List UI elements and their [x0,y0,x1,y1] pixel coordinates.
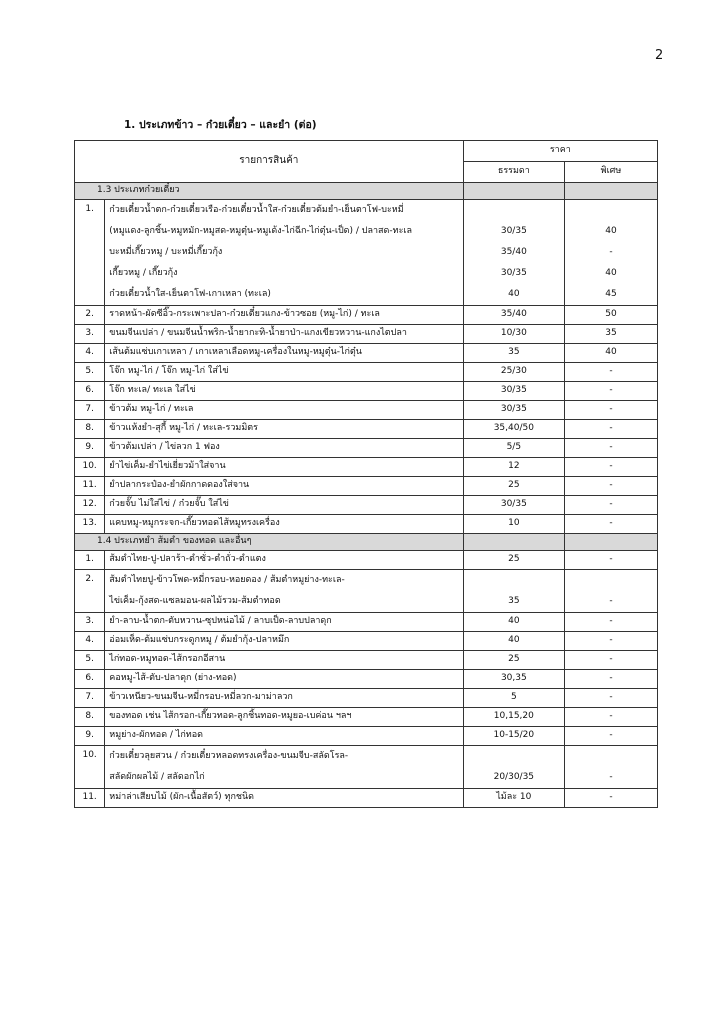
section-heading: 1. ประเภทข้าว – ก๋วยเตี๋ยว – และยำ (ต่อ) [124,119,317,131]
row-regular-price: 25 [463,477,564,496]
table-row [75,325,658,344]
row-regular-price: 25 [463,651,564,670]
special-price-line: 45 [605,289,617,299]
row-regular-price: 40 [463,613,564,632]
row-number: 4. [75,344,105,363]
row-number: 10. [75,458,105,477]
row-number: 10. [75,746,105,789]
row-regular-price: 5 [463,689,564,708]
row-special-price: - [565,401,658,420]
item-line: (หมูแดง-ลูกชิ้น-หมูหมัก-หมูสด-หมูตุ๋น-หมูเด้ง-ไก่ฉีก-ไก่ตุ๋น-เป็ด) / ปลาสด-ทะเล [109,226,412,236]
header-price: ราคา [463,141,657,162]
section-title: 1.3 ประเภทก๋วยเตี๋ยว [75,183,464,200]
row-item: ข้าวเหนียว-ขนมจีน-หมี่กรอบ-หมี่ลวก-มาม่าลวก [105,689,463,708]
row-special-price: - [565,789,658,808]
row-number: 2. [75,570,105,613]
row-number: 11. [75,789,105,808]
row-number: 8. [75,708,105,727]
row-item: เส้นต้มแซ่บเกาเหลา / เกาเหลาเลือดหมู-เครื่องในหมู-หมูตุ๋น-ไก่ตุ๋น [105,344,463,363]
row-regular-price: 10 [463,515,564,534]
row-regular-price [463,746,564,789]
table-row [75,515,658,534]
row-regular-price: 10,15,20 [463,708,564,727]
row-number: 9. [75,439,105,458]
table-row [75,689,658,708]
row-number: 1. [75,200,105,306]
table-row [75,746,658,789]
row-item [105,570,463,613]
table-row [75,344,658,363]
row-regular-price [463,200,564,306]
row-special-price [565,200,658,306]
row-item [105,200,463,306]
row-item: ราดหน้า-ผัดซีอิ๊ว-กระเพาะปลา-ก๋วยเตี๋ยวแกง-ข้าวซอย (หมู-ไก่) / ทะเล [105,306,463,325]
table-row [75,382,658,401]
table-row [75,477,658,496]
special-price-line [569,746,653,767]
row-special-price: 50 [565,306,658,325]
row-regular-price [463,570,564,613]
row-regular-price: 30/35 [463,401,564,420]
row-regular-price: 35 [463,344,564,363]
row-item: ยำปลากระป๋อง-ยำผักกาดดองใส่จาน [105,477,463,496]
row-special-price: - [565,458,658,477]
table-row [75,613,658,632]
special-price-line [569,570,653,591]
row-special-price: - [565,515,658,534]
special-price-line: 40 [605,268,617,278]
row-special-price: - [565,496,658,515]
item-line: ก๋วยเตี๋ยวน้ำตก-ก๋วยเตี๋ยวเรือ-ก๋วยเตี๋ยวน้ำใส-ก๋วยเตี๋ยวต้มยำ-เย็นตาโฟ-บะหมี่ [109,205,404,215]
table-row [75,200,658,306]
row-special-price: - [565,632,658,651]
row-special-price: - [565,420,658,439]
special-price-line: - [609,247,613,257]
row-special-price: - [565,727,658,746]
row-item: ของทอด เช่น ไส้กรอก-เกี๊ยวทอด-ลูกชิ้นทอด-หมูยอ-เบค่อน ฯลฯ [105,708,463,727]
row-special-price: 35 [565,325,658,344]
row-item: ส้มตำไทย-ปู-ปลาร้า-ตำซั่ว-ตำถั่ว-ตำแตง [105,551,463,570]
row-special-price: - [565,651,658,670]
row-item: ยำ-ลาบ-น้ำตก-ตับหวาน-ซุปหน่อไม้ / ลาบเป็ด-ลาบปลาดุก [105,613,463,632]
section-regular-cell [463,183,564,200]
row-item: โจ๊ก ทะเล/ ทะเล ใส่ไข่ [105,382,463,401]
table-row [75,551,658,570]
regular-price-line [468,570,560,591]
row-number: 12. [75,496,105,515]
row-number: 7. [75,689,105,708]
row-special-price: - [565,477,658,496]
header-regular: ธรรมดา [463,162,564,183]
row-item: โจ๊ก หมู-ไก่ / โจ๊ก หมู-ไก่ ใส่ไข่ [105,363,463,382]
row-regular-price: 25/30 [463,363,564,382]
section-regular-cell [463,534,564,551]
row-regular-price: 10-15/20 [463,727,564,746]
row-special-price: - [565,689,658,708]
special-price-line: - [609,596,613,606]
regular-price-line: 30/35 [500,268,527,278]
table-row [75,496,658,515]
row-item: ยำไข่เค็ม-ยำไข่เยี่ยวม้าใส่จาน [105,458,463,477]
regular-price-line: 40 [508,289,520,299]
row-number: 2. [75,306,105,325]
row-item: ข้าวแห้งยำ-สุกี้ หมู-ไก่ / ทะเล-รวมมิตร [105,420,463,439]
row-special-price: - [565,363,658,382]
section-special-cell [565,183,658,200]
row-number: 3. [75,613,105,632]
table-row [75,420,658,439]
row-special-price: - [565,439,658,458]
row-regular-price: 35,40/50 [463,420,564,439]
row-item: ไก่ทอด-หมูทอด-ไส้กรอกอีสาน [105,651,463,670]
regular-price-line: 35 [508,596,520,606]
row-regular-price: 35/40 [463,306,564,325]
table-row [75,458,658,477]
row-item [105,746,463,789]
row-number: 6. [75,382,105,401]
row-number: 4. [75,632,105,651]
row-special-price [565,570,658,613]
row-special-price: - [565,382,658,401]
item-line: เกี๊ยวหมู / เกี๊ยวกุ้ง [109,268,178,278]
row-number: 1. [75,551,105,570]
row-regular-price: 25 [463,551,564,570]
section-special-cell [565,534,658,551]
item-line: บะหมี่เกี๊ยวหมู / บะหมี่เกี๊ยวกุ้ง [109,247,223,257]
regular-price-line: 30/35 [500,226,527,236]
table-row [75,727,658,746]
item-line: ก๋วยเตี๋ยวน้ำใส-เย็นตาโฟ-เกาเหลา (ทะเล) [109,289,271,299]
row-item: หม่าล่าเสียบไม้ (ผัก-เนื้อสัตว์) ทุกชนิด [105,789,463,808]
table-row [75,708,658,727]
row-number: 5. [75,363,105,382]
row-regular-price: 30/35 [463,496,564,515]
table-row [75,632,658,651]
row-regular-price: 12 [463,458,564,477]
item-line: ไข่เค็ม-กุ้งสด-แซลมอน-ผลไม้รวม-ส้มตำทอด [109,596,281,606]
row-special-price: - [565,551,658,570]
row-number: 9. [75,727,105,746]
regular-price-line [468,746,560,767]
table-row [75,670,658,689]
table-row [75,789,658,808]
row-regular-price: 30/35 [463,382,564,401]
row-regular-price: 5/5 [463,439,564,458]
page-number: 2 [655,48,664,63]
table-row [75,439,658,458]
row-item: อ่อมเห็ด-ต้มแซ่บกระดูกหมู / ต้มยำกุ้ง-ปลาหมึก [105,632,463,651]
row-item: แคบหมู-หมูกระจก-เกี๊ยวทอดไส้หมูทรงเครื่อง [105,515,463,534]
section-row [75,183,658,200]
row-number: 8. [75,420,105,439]
row-regular-price: ไม้ละ 10 [463,789,564,808]
row-number: 7. [75,401,105,420]
regular-price-line [468,200,560,221]
table-row [75,363,658,382]
row-item: ขนมจีนเปล่า / ขนมจีนน้ำพริก-น้ำยากะทิ-น้ำยาป่า-แกงเขียวหวาน-แกงไตปลา [105,325,463,344]
row-item: คอหมู-ไส้-ตับ-ปลาดุก (ย่าง-ทอด) [105,670,463,689]
row-number: 13. [75,515,105,534]
table-row [75,401,658,420]
row-item: ข้าวต้ม หมู-ไก่ / ทะเล [105,401,463,420]
item-line: สลัดผักผลไม้ / สลัดอกไก่ [109,772,205,782]
row-number: 5. [75,651,105,670]
row-number: 3. [75,325,105,344]
row-item: ก๋วยจั๊บ ไม่ใส่ไข่ / ก๋วยจั๊บ ใส่ไข่ [105,496,463,515]
item-line: ก๋วยเตี๋ยวลุยสวน / ก๋วยเตี๋ยวหลอดทรงเครื่อง-ขนมจีบ-สลัดโรล- [109,751,349,761]
section-title: 1.4 ประเภทยำ ส้มตำ ของทอด และอื่นๆ [75,534,464,551]
row-special-price: - [565,708,658,727]
table-body [75,183,658,808]
row-special-price: 40 [565,344,658,363]
row-item: หมูย่าง-ผักทอด / ไก่ทอด [105,727,463,746]
row-regular-price: 40 [463,632,564,651]
table-row [75,651,658,670]
table-row [75,306,658,325]
special-price-line: - [609,772,613,782]
special-price-line: 40 [605,226,617,236]
header-item: รายการสินค้า [75,141,464,183]
item-line: ส้มตำไทยปู-ข้าวโพด-หมี่กรอบ-หอยดอง / ส้มตำหมูย่าง-ทะเล- [109,575,345,585]
row-special-price: - [565,613,658,632]
regular-price-line: 35/40 [500,247,527,257]
row-regular-price: 30,35 [463,670,564,689]
special-price-line [569,200,653,221]
price-table [74,140,658,808]
row-number: 6. [75,670,105,689]
header-special: พิเศษ [565,162,658,183]
row-regular-price: 10/30 [463,325,564,344]
row-number: 11. [75,477,105,496]
regular-price-line: 20/30/35 [493,772,535,782]
row-item: ข้าวต้มเปล่า / ไข่ลวก 1 ฟอง [105,439,463,458]
table-row [75,570,658,613]
section-row [75,534,658,551]
row-special-price: - [565,670,658,689]
row-special-price [565,746,658,789]
